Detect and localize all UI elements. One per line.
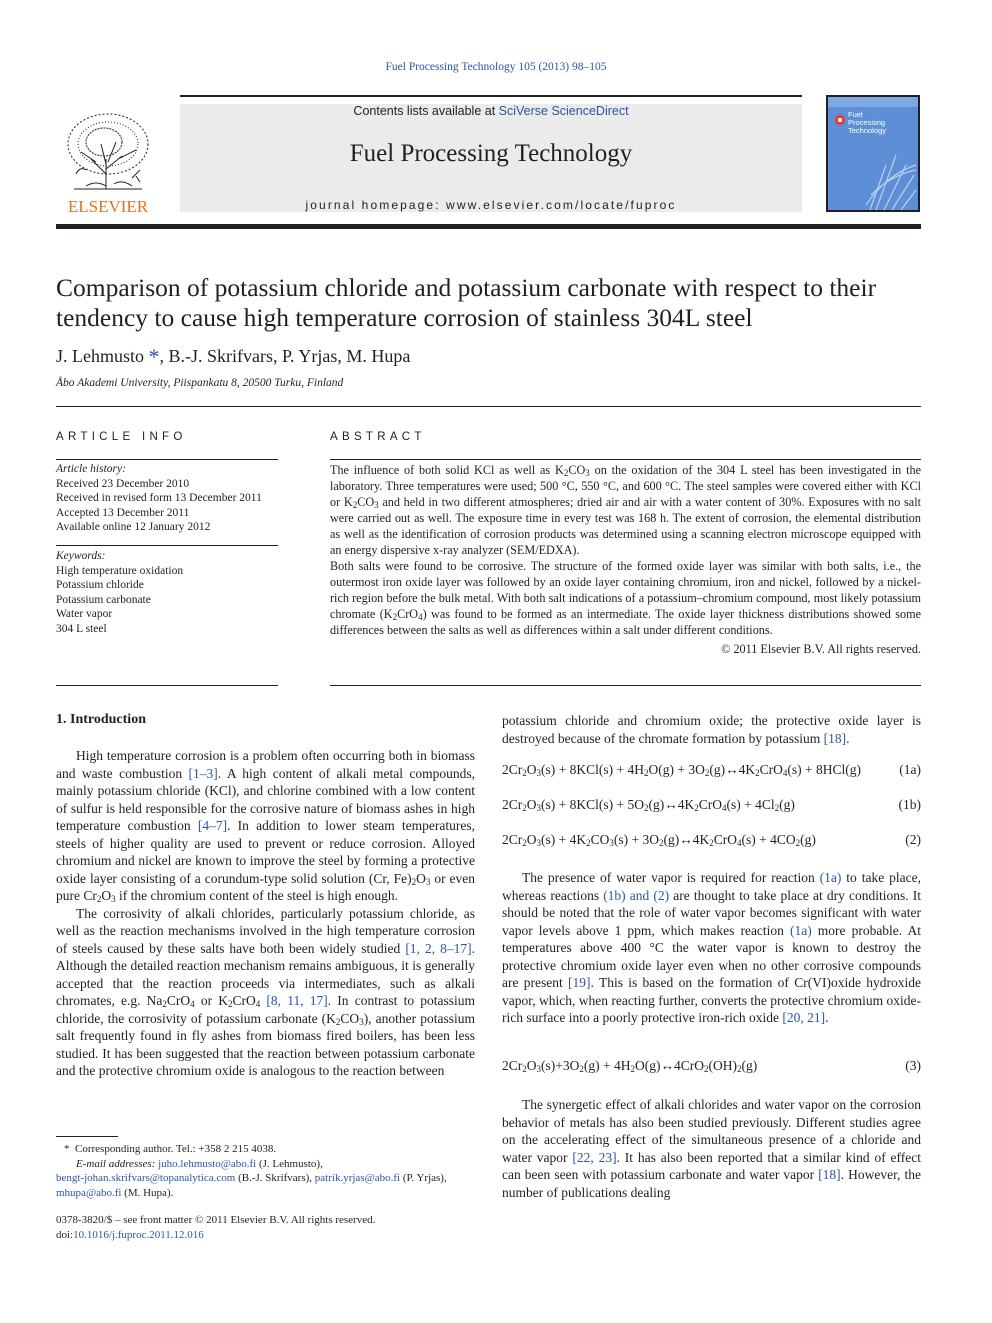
svg-text:Processing: Processing (848, 118, 886, 127)
history-received: Received 23 December 2010 (56, 477, 190, 490)
journal-title: Fuel Processing Technology (349, 140, 633, 167)
other-authors: , B.-J. Skrifvars, P. Yrjas, M. Hupa (159, 346, 411, 366)
corresponding-author-marker[interactable]: * (148, 344, 160, 369)
tree-icon (56, 104, 160, 216)
right-column-intro (502, 712, 921, 747)
equation-3-label: (3) (905, 1058, 921, 1073)
svg-text:ELSEVIER: ELSEVIER (67, 197, 149, 216)
article-info-bottom-rule (56, 685, 278, 686)
article-info-rule (56, 459, 278, 460)
article-info-heading: ARTICLE INFO (56, 431, 187, 443)
citation-link[interactable]: [1–3] (188, 765, 218, 781)
history-online: Available online 12 January 2012 (56, 521, 211, 533)
first-author[interactable]: J. Lehmusto (56, 346, 144, 366)
equation-3 (502, 1058, 921, 1074)
keywords-rule (56, 545, 278, 546)
equation-ref[interactable]: (1b) and (2) (603, 887, 670, 903)
cover-thumbnail-icon (826, 95, 920, 212)
email-footnote-cont2 (56, 1186, 475, 1201)
keyword-item: Potassium carbonate (56, 593, 151, 606)
water-vapor-paragraph (502, 869, 921, 1027)
corresponding-footnote (56, 1142, 475, 1157)
journal-citation[interactable]: Fuel Processing Technology 105 (2013) 98–105 (385, 61, 607, 73)
equation-3-body: $2Cr_2O_3(s)+3O_2(g)$ + $4H_2O(g)\leftrightarrow 4CrO_2(OH)_2(g)$ (502, 1058, 758, 1074)
abstract-body (330, 462, 921, 657)
citation-link[interactable]: [18] (823, 730, 847, 746)
email-owner: (M. Hupa). (121, 1186, 174, 1199)
paragraph-synergy: The synergetic effect of alkali chlorides and water vapor on the corrosion behavior of metals has also been studied previously. Different studies agree on the accelerating effect of the simultaneous presence of a chloride and water vapor [22, 23]. It has also been reported that a similar kind of effect can been seen with potassium carbonate and water vapor [18]. However, the number of publications dealing (502, 1097, 922, 1200)
email-footnote-cont (56, 1171, 475, 1186)
footnote (56, 1142, 475, 1242)
header-rule (56, 224, 921, 229)
citation-link[interactable]: [20, 21] (782, 1010, 826, 1025)
continued-paragraph: potassium chloride and chromium oxide; the protective oxide layer is destroyed because of the chromate formation by potassium [18]. (502, 713, 921, 746)
email-label: E-mail addresses: (76, 1157, 156, 1170)
email-owner: (B.-J. Skrifvars), (235, 1172, 315, 1184)
history-label: Article history: (56, 463, 126, 475)
equation-1a (502, 762, 921, 778)
doi-line (56, 1228, 475, 1243)
abstract-rule (330, 459, 921, 460)
article-title: Comparison of potassium chloride and potassium carbonate with respect to their tendency to cause high temperature corrosion of stainless 304L steel (56, 273, 877, 332)
abstract-heading: ABSTRACT (330, 431, 426, 443)
abstract-bottom-rule (330, 685, 921, 686)
affiliation: Åbo Akademi University, Piispankatu 8, 20500 Turku, Finland (56, 377, 344, 389)
footnote-star: * (64, 1143, 70, 1155)
email-owner: (P. Yrjas), (400, 1172, 447, 1184)
equation-1b-body: $2Cr_2O_3(s) + 8KCl(s)$ + $5O_2(g)\leftrightarrow 4K_2CrO_4(s) + 4Cl_2(g)$ (502, 797, 795, 813)
citation-link[interactable]: [22, 23] (572, 1149, 617, 1165)
citation-link[interactable]: [8, 11, 17] (266, 993, 328, 1008)
keyword-item: Potassium chloride (56, 579, 144, 591)
history-revised: Received in revised form 13 December 2011 (56, 492, 262, 504)
header-top-rule (180, 95, 802, 97)
intro-paragraph-1: High temperature corrosion is a problem often occurring both in biomass and waste combustion [1–3]. A high content of alkali metal compounds, mainly potassium chloride (KCl), and chlorine combined with a low content of sulfur is held responsible for the corrosive nature of biomass ashes in high temperature combustion [4–7]. In addition to lower steam temperatures, steels of higher quality are used to prevent or reduce corrosion. Alloyed chromium and nickel are known to improve the steel by forming a protective oxide layer consisting of a corundum-type solid solution (Cr, $Fe)_2O_3$ or even pure $Cr_2O_3$ if the chromium content of the steel is high enough. (56, 748, 475, 904)
elsevier-logo (56, 104, 160, 216)
article-history (56, 462, 278, 535)
keywords-label: Keywords: (56, 550, 106, 562)
email-link[interactable]: bengt-johan.skrifvars@topanalytica.com (56, 1172, 236, 1184)
sciencedirect-link[interactable]: SciVerse ScienceDirect (498, 104, 629, 118)
email-owner: (J. Lehmusto), (256, 1157, 323, 1170)
citation-link[interactable]: [19] (568, 975, 591, 990)
footnote-rule (56, 1136, 118, 1137)
doi-link[interactable]: 10.1016/j.fuproc.2011.12.016 (73, 1228, 204, 1241)
equation-2-label: (2) (905, 832, 921, 847)
keywords (56, 549, 278, 636)
equation-ref[interactable]: (1a) (789, 922, 812, 938)
intro-left-column (56, 747, 475, 1080)
email-link[interactable]: patrik.yrjas@abo.fi (314, 1172, 401, 1184)
email-footnote (56, 1157, 475, 1172)
doi-label: doi: (56, 1228, 74, 1241)
equation-2-body: $2Cr_2O_3(s) + 4K_2CO_3(s)$ + $3O_2(g)\leftrightarrow 4K_2CrO_4(s) + 4CO_2(g)$ (502, 832, 816, 848)
equation-1a-label: (1a) (899, 762, 921, 777)
email-link[interactable]: juho.lehmusto@abo.fi (158, 1157, 257, 1170)
keyword-item: 304 L steel (56, 622, 107, 635)
abstract-paragraph-1: The influence of both solid KCl as well as $K_2CO_3$ on the oxidation of the 304 L steel has been investigated in the laboratory. Three temperatures were used; 500 °C, 550 °C, and 600 °C. The steel samples were covered either with KCl or $K_2CO_3$ and held in two different atmospheres; dried air and air with a water content of 30%. Exposures with no salt were carried out as well. The exposure time in every test was 168 h. The extent of corrosion, the elemental distribution as well as the identification of corrosion products was determined using a scanning electron microscope equipped with an energy dispersive x-ray analyzer (SEM/EDXA). (330, 463, 921, 557)
svg-text:Technology: Technology (848, 126, 886, 135)
author-list (56, 344, 410, 370)
email-link[interactable]: mhupa@abo.fi (56, 1186, 122, 1199)
synergy-paragraph (502, 1096, 921, 1201)
keyword-item: Water vapor (56, 608, 113, 620)
title-divider (56, 406, 921, 407)
contents-line (180, 104, 802, 118)
equation-1a-body: $2Cr_2O_3(s) + 8KCl(s) + 4H_2O(g)$ + $3O_2(g)\leftrightarrow 4K_2CrO_4(s) + 8HCl(g)$ (502, 762, 861, 778)
citation-link[interactable]: [4–7] (197, 818, 228, 833)
equation-1b (502, 797, 921, 813)
corresponding-text: Corresponding author. Tel.: +358 2 215 4038. (75, 1143, 277, 1155)
equation-2 (502, 832, 921, 848)
citation-link[interactable]: [1, 2, 8–17] (405, 940, 472, 956)
equation-ref[interactable]: (1a) (819, 870, 842, 885)
equation-1b-label: (1b) (898, 797, 921, 812)
journal-homepage[interactable]: journal homepage: www.elsevier.com/locate/fuproc (305, 198, 677, 212)
citation-link[interactable]: [18] (818, 1167, 841, 1182)
abstract-copyright: © 2011 Elsevier B.V. All rights reserved. (721, 642, 921, 656)
paragraph-water-vapor: The presence of water vapor is required for reaction (1a) to take place, whereas reactions (1b) and (2) are thought to take place at dry conditions. It should be noted that the role of water vapor becomes significant with water vapor levels above 1 ppm, which makes reaction (1a) more probable. At temperatures above 400 °C the water vapor is known to destroy the protective chromium oxide layer even when no other corrosive compounds are present [19]. This is based on the formation of Cr(VI)oxide hydroxide vapor, which, when reacting further, converts the protective chromium oxide-rich surface into a poorly protective iron-rich oxide [20, 21]. (502, 870, 921, 1025)
contents-prefix: Contents lists available at (353, 104, 499, 118)
keyword-item: High temperature oxidation (56, 564, 184, 577)
abstract-paragraph-2: Both salts were found to be corrosive. The structure of the formed oxide layer was similar with both salts, i.e., the outermost iron oxide layer was followed by an oxide layer containing chromium, iron and nickel, followed by a nickel-rich region before the bulk metal. With both salt indications of a potassium–chromium compound, most likely potassium chromate $(K_2CrO_4)$ was found to be formed as an intermediate. The oxide layer thickness distributions showed some differences between the salts as well as differences within a salt under different conditions. (330, 559, 922, 637)
introduction-heading: 1. Introduction (56, 712, 146, 727)
history-accepted: Accepted 13 December 2011 (56, 506, 190, 519)
intro-paragraph-2: The corrosivity of alkali chlorides, particularly potassium chloride, as well as the reaction mechanisms involved in the high temperature corrosion of steels caused by these salts have both been widely studied [1, 2, 8–17]. Although the detailed reaction mechanism remains ambiguous, it is generally accepted that the reaction proceeds via intermediates, such as alkali chromates, e.g. $Na_2CrO_4$ or $K_2CrO_4$ [8, 11, 17]. In contrast to potassium chloride, the corrosivity of potassium carbonate $(K_2CO_3)$, another potassium salt frequently found in fly ashes from biomass fired boilers, has been less studied. It has been suggested that the reaction between potassium carbonate and the protective chromium oxide is analogous to the reaction between (56, 905, 476, 1078)
issn-line: 0378-3820/$ – see front matter © 2011 Elsevier B.V. All rights reserved. (56, 1214, 376, 1226)
journal-cover-image[interactable] (826, 95, 920, 212)
svg-text:Fuel: Fuel (848, 110, 863, 119)
